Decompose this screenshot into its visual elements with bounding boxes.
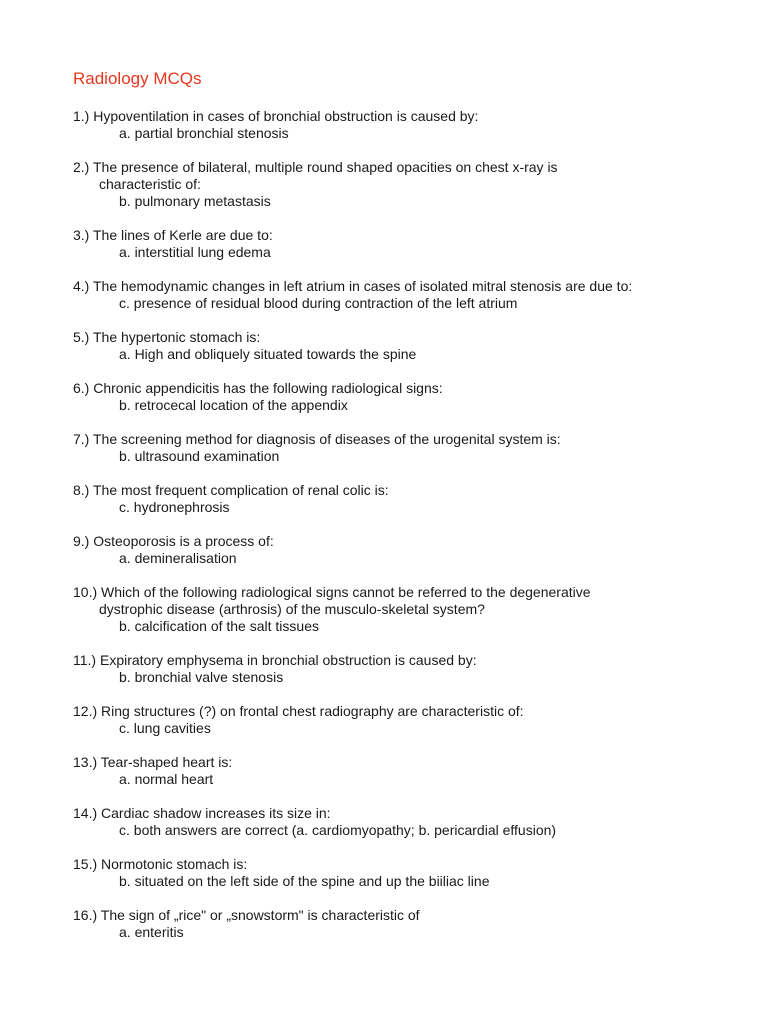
answer-text: a. normal heart [119,771,214,787]
question-text [73,329,728,346]
question-block [73,703,728,737]
question-list [73,108,728,941]
question-block [73,431,728,465]
answer-text: b. situated on the left side of the spine and up the biiliac line [119,873,490,889]
question-continuation-line: characteristic of: [99,176,201,192]
question-line: 12.) Ring structures (?) on frontal chest radiography are characteristic of: [73,703,524,719]
answer-text: b. calcification of the salt tissues [119,618,319,634]
question-text [73,754,728,771]
question-line: 10.) Which of the following radiological signs cannot be referred to the degenerative [73,584,591,600]
question-line: 5.) The hypertonic stomach is: [73,329,261,345]
answer-text: c. both answers are correct (a. cardiomyopathy; b. pericardial effusion) [119,822,557,838]
question-line: 14.) Cardiac shadow increases its size in: [73,805,331,821]
question-line: 6.) Chronic appendicitis has the following radiological signs: [73,380,443,396]
question-block [73,482,728,516]
answer-text: a. interstitial lung edema [119,244,271,260]
answer-text: b. bronchial valve stenosis [119,669,284,685]
question-block [73,754,728,788]
question-line: 7.) The screening method for diagnosis of diseases of the urogenital system is: [73,431,561,447]
question-text [73,159,728,193]
question-block [73,805,728,839]
question-block [73,108,728,142]
question-line: 8.) The most frequent complication of renal colic is: [73,482,389,498]
question-block [73,380,728,414]
question-text [73,805,728,822]
answer-text: b. retrocecal location of the appendix [119,397,348,413]
question-block [73,227,728,261]
question-text [73,108,728,125]
question-line: 3.) The lines of Kerle are due to: [73,227,273,243]
question-block [73,278,728,312]
answer-text: a. demineralisation [119,550,237,566]
question-text [73,856,728,873]
question-text [73,278,728,295]
question-block [73,533,728,567]
question-line: 4.) The hemodynamic changes in left atrium in cases of isolated mitral stenosis are due to: [73,278,633,294]
question-line: 11.) Expiratory emphysema in bronchial obstruction is caused by: [73,652,477,668]
question-line: 9.) Osteoporosis is a process of: [73,533,274,549]
question-text [73,380,728,397]
answer-text: a. enteritis [119,924,184,940]
question-line: 2.) The presence of bilateral, multiple round shaped opacities on chest x-ray is [73,159,558,175]
question-text [73,533,728,550]
question-text [73,227,728,244]
question-block [73,584,728,635]
question-block [73,907,728,941]
answer-text: a. High and obliquely situated towards the spine [119,346,417,362]
question-text [73,703,728,720]
answer-text: b. pulmonary metastasis [119,193,271,209]
answer-text: a. partial bronchial stenosis [119,125,289,141]
answer-text: b. ultrasound examination [119,448,280,464]
answer-text: c. lung cavities [119,720,211,736]
question-line: 13.) Tear-shaped heart is: [73,754,233,770]
answer-text: c. hydronephrosis [119,499,230,515]
question-block [73,856,728,890]
question-line: 15.) Normotonic stomach is: [73,856,248,872]
question-block [73,329,728,363]
question-text [73,482,728,499]
question-text [73,431,728,448]
question-block [73,159,728,210]
question-text [73,584,728,618]
question-block [73,652,728,686]
document-title: Radiology MCQs [73,69,202,88]
question-line: 16.) The sign of „rice" or „snowstorm" is characteristic of [73,907,420,923]
question-text [73,907,728,924]
question-text [73,652,728,669]
question-continuation-line: dystrophic disease (arthrosis) of the musculo-skeletal system? [99,601,485,617]
answer-text: c. presence of residual blood during contraction of the left atrium [119,295,518,311]
question-line: 1.) Hypoventilation in cases of bronchial obstruction is caused by: [73,108,479,124]
